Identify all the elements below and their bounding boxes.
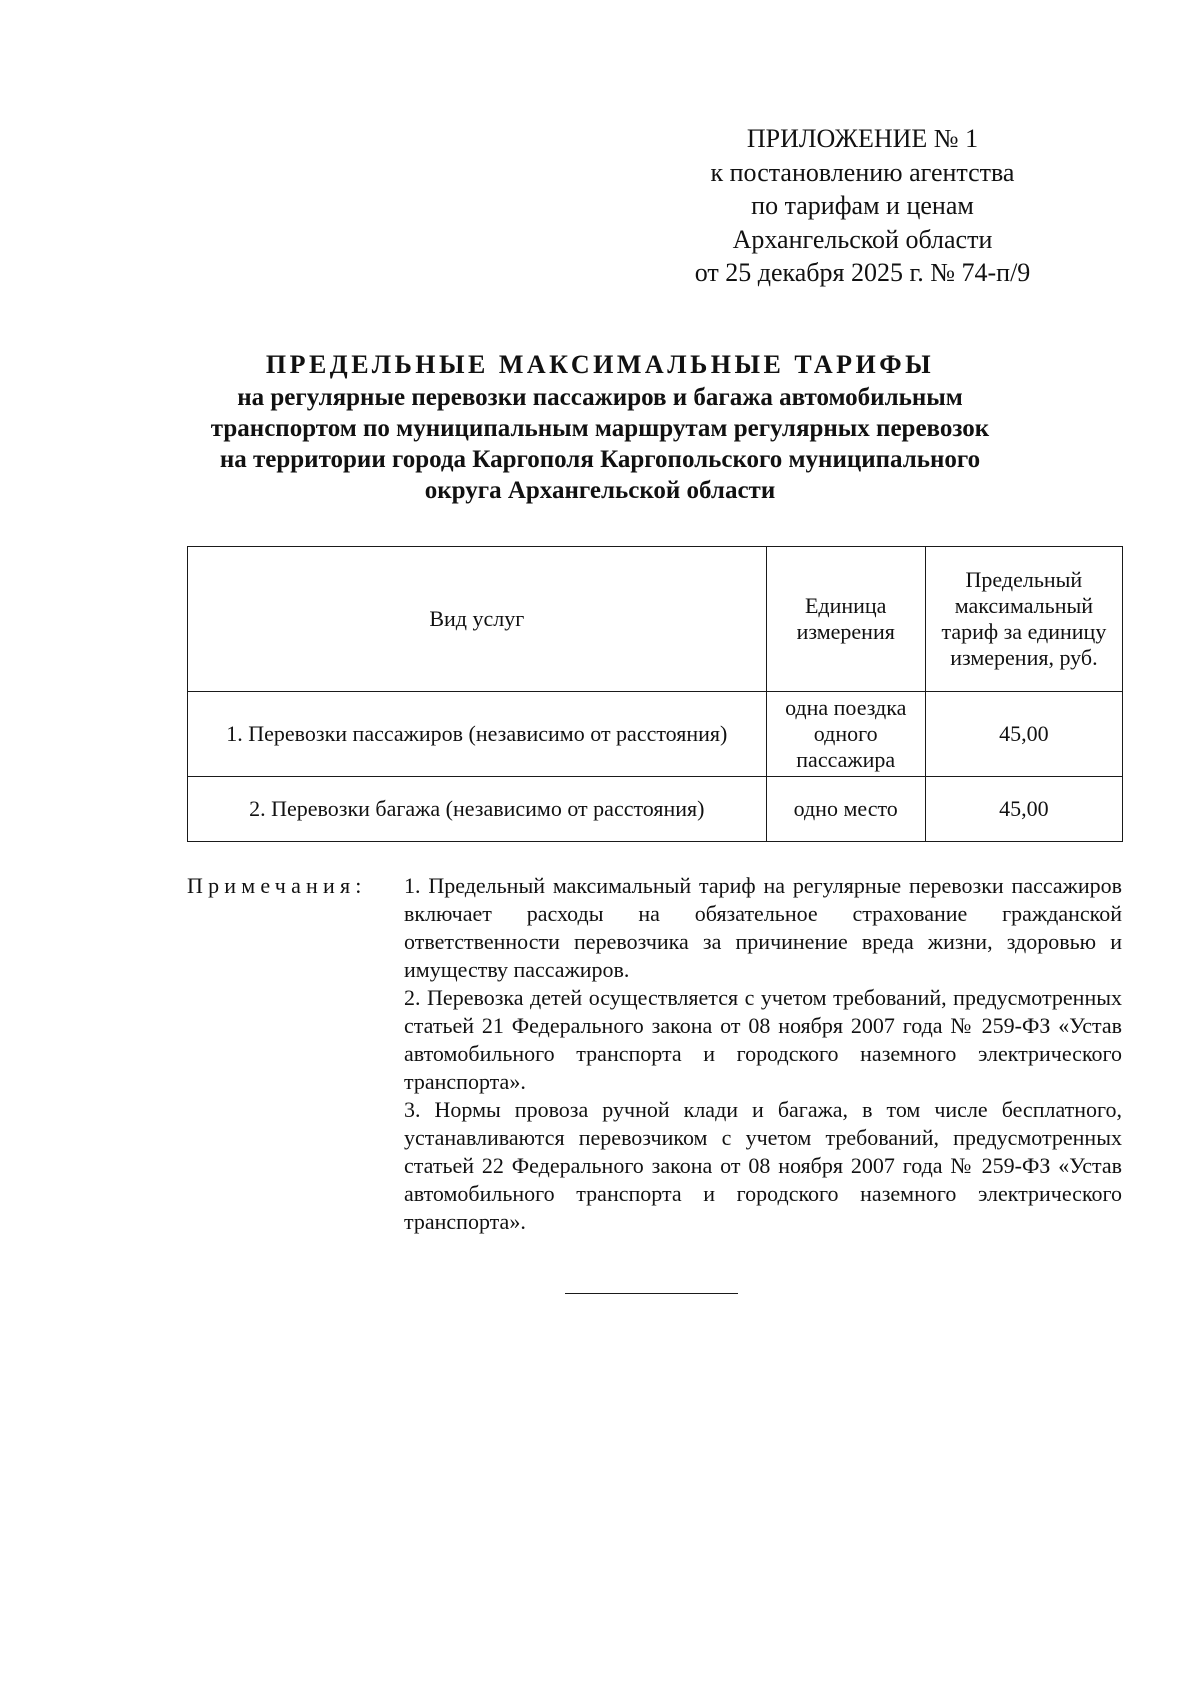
notes-list	[404, 872, 1122, 1236]
title-line-2: транспортом по муниципальным маршрутам регулярных перевозок	[210, 415, 990, 442]
title-main: ПРЕДЕЛЬНЫЕ МАКСИМАЛЬНЫЕ ТАРИФЫ	[265, 350, 935, 379]
table-row	[188, 777, 1123, 842]
table-header-row	[188, 547, 1123, 692]
cell-tariff: 45,00	[925, 777, 1122, 842]
cell-unit: одно место	[766, 777, 925, 842]
appendix-reference-line: к постановлению агентства	[710, 157, 1015, 187]
notes-label: Примечания:	[187, 873, 367, 898]
tariff-table	[187, 546, 1123, 842]
table-row	[188, 692, 1123, 777]
appendix-agency-line: по тарифам и ценам	[751, 191, 974, 220]
appendix-region-line: Архангельской области	[732, 224, 993, 254]
cell-service: 1. Перевозки пассажиров (независимо от расстояния)	[188, 692, 767, 777]
closing-divider	[565, 1293, 738, 1294]
appendix-number: ПРИЛОЖЕНИЕ № 1	[746, 124, 979, 153]
cell-tariff: 45,00	[925, 692, 1122, 777]
appendix-date-number: от 25 декабря 2025 г. № 74-п/9	[694, 258, 1031, 287]
cell-service: 2. Перевозки багажа (независимо от расстояния)	[188, 777, 767, 842]
note-item-2: 2. Перевозка детей осуществляется с учетом требований, предусмотренных статьей 21 Федерального закона от 08 ноября 2007 года № 259-ФЗ «Устав автомобильного транспорта и городского наземного электрического транспорта».	[404, 985, 1122, 1094]
note-item-1: 1. Предельный максимальный тариф на регулярные перевозки пассажиров включает расходы на обязательное страхование гражданской ответственности перевозчика за причинение вреда жизни, здоровью и имуществу пассажиров.	[404, 873, 1122, 982]
header-unit: Единица измерения	[766, 547, 925, 692]
document-title	[160, 348, 1040, 506]
note-item-3: 3. Нормы провоза ручной клади и багажа, в том числе бесплатного, устанавливаются перевозчиком с учетом требований, предусмотренных статьей 22 Федерального закона от 08 ноября 2007 года № 259-ФЗ «Устав автомобильного транспорта и городского наземного электрического транспорта».	[404, 1097, 1122, 1234]
cell-unit: одна поездка одного пассажира	[766, 692, 925, 777]
header-service-type: Вид услуг	[188, 547, 767, 692]
appendix-header	[650, 122, 1075, 290]
header-max-tariff: Предельный максимальный тариф за единицу измерения, руб.	[925, 547, 1122, 692]
title-line-1: на регулярные перевозки пассажиров и багажа автомобильным	[237, 384, 963, 411]
title-line-4: округа Архангельской области	[424, 477, 776, 504]
title-line-3: на территории города Каргополя Каргопольского муниципального	[219, 446, 981, 473]
